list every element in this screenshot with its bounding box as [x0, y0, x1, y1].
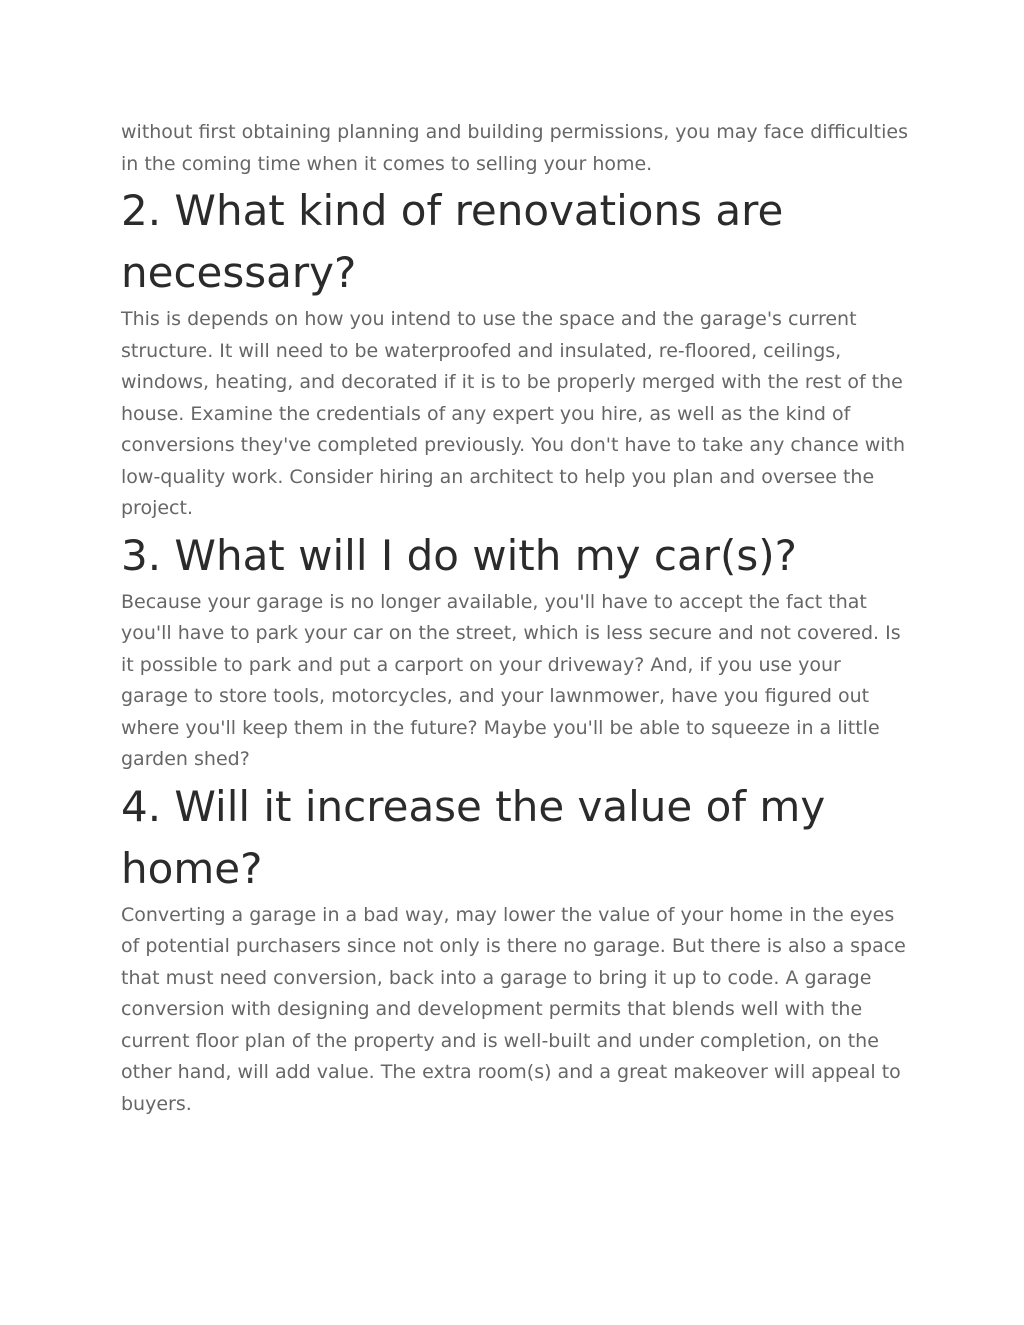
section-renovations	[121, 180, 911, 525]
section-heading: 3. What will I do with my car(s)?	[121, 530, 797, 580]
document-page	[121, 117, 911, 1120]
section-paragraph: Because your garage is no longer available, you'll have to accept the fact that you'll have to park your car on the street, which is less secure and not covered. Is it possible to park and put a carport on your driveway? And, if you use your garage to store tools, motorcycles, and your lawnmower, have you figured out where you'll keep them in the future? Maybe you'll be able to squeeze in a little garden shed?	[121, 590, 901, 770]
section-home-value	[121, 776, 911, 1121]
section-heading: 2. What kind of renovations are necessary?	[121, 186, 784, 297]
section-paragraph: This is depends on how you intend to use the space and the garage's current structure. It will need to be waterproofed and insulated, re-floored, ceilings, windows, heating, and decorated if it is to be properly merged with the rest of the house. Examine the credentials of any expert you hire, as well as the kind of conversions they've completed previously. You don't have to take any chance with low-quality work. Consider hiring an architect to help you plan and oversee the project.	[121, 308, 906, 519]
section-paragraph: Converting a garage in a bad way, may lower the value of your home in the eyes of potential purchasers since not only is there no garage. But there is also a space that must need conversion, back into a garage to bring it up to code. A garage conversion with designing and development permits that blends well with the current floor plan of the property and is well-built and under completion, on the other hand, will add value. The extra room(s) and a great makeover will appeal to buyers.	[121, 903, 906, 1115]
section-heading: 4. Will it increase the value of my home?	[121, 781, 826, 893]
intro-paragraph: without first obtaining planning and building permissions, you may face difficulties in the coming time when it comes to selling your home.	[121, 121, 908, 175]
section-cars	[121, 525, 911, 776]
